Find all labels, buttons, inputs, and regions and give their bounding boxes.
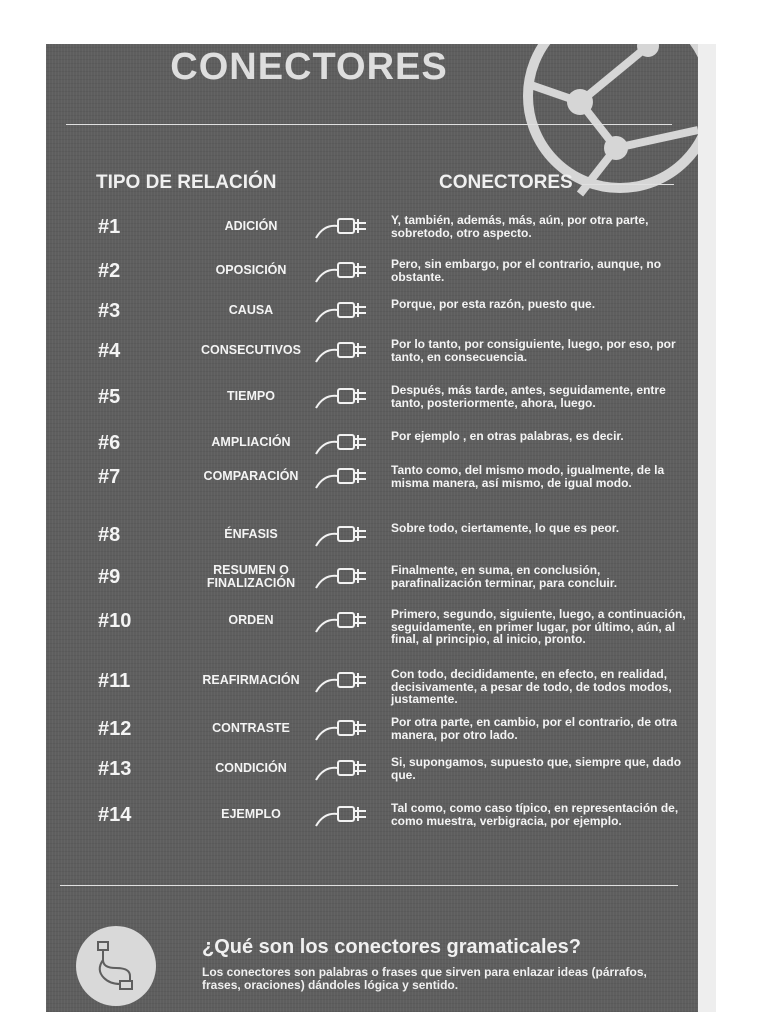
plug-icon (314, 214, 384, 240)
row-number: #14 (98, 804, 132, 826)
connector-list: Después, más tarde, antes, seguidamente, entre tanto, posteriormente, ahora, luego. (391, 383, 666, 410)
header-underline (582, 184, 674, 185)
relation-type: CONSECUTIVOS (200, 343, 301, 357)
cable-icon (76, 926, 156, 1006)
relation-type: COMPARACIÓN (203, 469, 299, 483)
row-number: #4 (98, 340, 121, 362)
relation-type: EJEMPLO (221, 807, 281, 821)
plug-icon (314, 608, 384, 634)
footer-answer: Los conectores son palabras o frases que sirven para enlazar ideas (párrafos, frases, oraciones) dándoles lógica y sentido. (202, 965, 647, 992)
connector-list: Por lo tanto, por consiguiente, luego, por eso, por tanto, en consecuencia. (391, 337, 676, 364)
relation-type: CONTRASTE (212, 721, 290, 735)
row-number: #6 (98, 432, 121, 454)
plug-icon (314, 464, 384, 490)
connector-list: Sobre todo, ciertamente, lo que es peor. (391, 521, 620, 535)
plug-icon (314, 430, 384, 456)
plug-icon (314, 384, 384, 410)
connector-list: Tal como, como caso típico, en representación de, como muestra, verbigracia, por ejemplo. (391, 801, 679, 828)
page-title: CONECTORES (170, 46, 448, 88)
plug-icon (314, 564, 384, 590)
row-number: #11 (98, 670, 131, 692)
relation-type: RESUMEN O FINALIZACIÓN (206, 563, 296, 590)
row-number: #5 (98, 386, 121, 408)
relation-type: AMPLIACIÓN (211, 435, 291, 449)
plug-icon (314, 522, 384, 548)
plug-icon (314, 716, 384, 742)
relation-type: CAUSA (228, 303, 274, 317)
connector-list: Por ejemplo , en otras palabras, es decir. (391, 429, 624, 443)
connector-list: Y, también, además, más, aún, por otra parte, sobretodo, otro aspecto. (391, 213, 649, 240)
plug-icon (314, 802, 384, 828)
row-number: #10 (98, 610, 132, 632)
row-number: #9 (98, 566, 121, 588)
connector-list: Tanto como, del mismo modo, igualmente, de la misma manera, así mismo, de igual modo. (391, 463, 665, 490)
relation-type: CONDICIÓN (215, 761, 287, 775)
row-number: #2 (98, 260, 121, 282)
row-number: #1 (98, 216, 121, 238)
plug-icon (314, 338, 384, 364)
row-number: #12 (98, 718, 132, 740)
plug-icon (314, 258, 384, 284)
relation-type: OPOSICIÓN (215, 263, 287, 277)
infographic-sheet (46, 44, 698, 1012)
relation-type: REAFIRMACIÓN (202, 673, 300, 687)
footer-divider (60, 885, 678, 886)
column-header-type: TIPO DE RELACIÓN (96, 172, 277, 193)
row-number: #3 (98, 300, 121, 322)
relation-type: TIEMPO (227, 389, 275, 403)
column-header-connectors: CONECTORES (439, 172, 573, 193)
row-number: #7 (98, 466, 121, 488)
connector-list: Finalmente, en suma, en conclusión, parafinalización terminar, para concluir. (391, 563, 618, 590)
plug-icon (314, 298, 384, 324)
relation-type: ADICIÓN (224, 219, 278, 233)
relation-type: ORDEN (228, 613, 274, 627)
plug-icon (314, 756, 384, 782)
connector-list: Primero, segundo, siguiente, luego, a continuación, seguidamente, en primer lugar, por último, aún, al final, al principio, al inicio, pronto. (391, 607, 686, 646)
connector-list: Con todo, decididamente, en efecto, en realidad, decisivamente, a pesar de todo, de todos modos, justamente. (391, 667, 672, 706)
footer-question: ¿Qué son los conectores gramaticales? (202, 936, 582, 958)
connector-list: Porque, por esta razón, puesto que. (391, 297, 596, 311)
title-divider (66, 124, 672, 125)
connector-list: Pero, sin embargo, por el contrario, aunque, no obstante. (391, 257, 662, 284)
connector-list: Por otra parte, en cambio, por el contrario, de otra manera, por otro lado. (391, 715, 678, 742)
row-number: #13 (98, 758, 132, 780)
connector-list: Si, supongamos, supuesto que, siempre que, dado que. (391, 755, 682, 782)
plug-icon (314, 668, 384, 694)
relation-type: ÉNFASIS (224, 527, 278, 541)
row-number: #8 (98, 524, 121, 546)
page-edge (698, 44, 716, 1012)
